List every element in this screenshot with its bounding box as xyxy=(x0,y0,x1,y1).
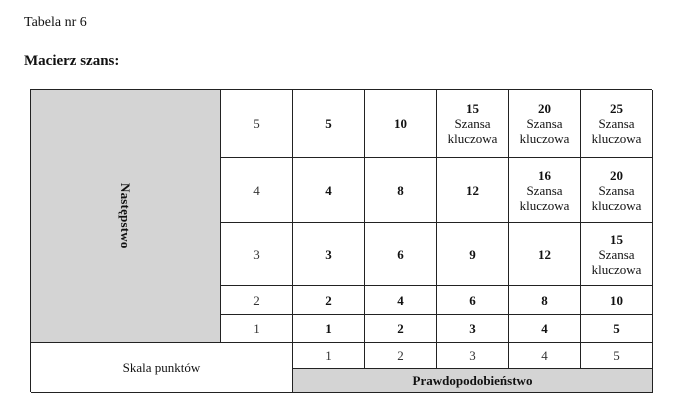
matrix-cell xyxy=(581,90,653,158)
matrix-cell xyxy=(293,315,365,343)
matrix-cell xyxy=(581,158,653,223)
cell-value: 10 xyxy=(610,292,623,308)
matrix-cell xyxy=(581,286,653,315)
key-opportunity-label: Szansa xyxy=(526,182,563,198)
section-heading: Macierz szans: xyxy=(24,53,120,69)
matrix-cell xyxy=(509,90,581,158)
matrix-cell xyxy=(293,223,365,286)
column-scale-value: 2 xyxy=(365,343,437,369)
opportunity-matrix xyxy=(30,89,652,392)
cell-value: 2 xyxy=(325,292,332,308)
matrix-cell xyxy=(293,90,365,158)
row-score: 2 xyxy=(221,286,293,315)
vertical-axis-label: Następstwo xyxy=(118,183,133,249)
cell-value: 6 xyxy=(397,246,404,262)
key-opportunity-label: kluczowa xyxy=(519,197,570,213)
cell-value: 10 xyxy=(394,116,407,131)
matrix-cell xyxy=(365,315,437,343)
cell-value: 8 xyxy=(397,182,404,198)
matrix-cell xyxy=(365,286,437,315)
cell-value: 16 xyxy=(538,167,551,183)
row-score: 5 xyxy=(221,90,293,158)
key-opportunity-label: Szansa xyxy=(454,116,491,131)
horizontal-axis-label: Prawdopodobieństwo xyxy=(293,369,653,393)
matrix-cell xyxy=(437,223,509,286)
matrix-cell xyxy=(581,223,653,286)
row-score: 1 xyxy=(221,315,293,343)
cell-value: 2 xyxy=(397,321,404,336)
key-opportunity-label: kluczowa xyxy=(519,131,570,146)
row-score: 3 xyxy=(221,223,293,286)
cell-value: 8 xyxy=(541,292,548,308)
cell-value: 3 xyxy=(325,246,332,262)
column-scale-value: 3 xyxy=(437,343,509,369)
matrix-cell xyxy=(581,315,653,343)
matrix-cell xyxy=(509,286,581,315)
matrix-cell xyxy=(509,223,581,286)
key-opportunity-label: kluczowa xyxy=(591,131,642,146)
cell-value: 4 xyxy=(397,292,404,308)
cell-value: 25 xyxy=(610,101,623,116)
key-opportunity-label: Szansa xyxy=(526,116,563,131)
cell-value: 3 xyxy=(469,321,476,336)
column-scale-value: 5 xyxy=(581,343,653,369)
matrix-cell xyxy=(437,286,509,315)
matrix-cell xyxy=(437,315,509,343)
matrix-cell xyxy=(509,158,581,223)
vertical-axis-label-cell xyxy=(31,90,221,343)
key-opportunity-label: Szansa xyxy=(598,182,635,198)
cell-value: 15 xyxy=(610,231,623,247)
cell-value: 4 xyxy=(325,182,332,198)
cell-value: 1 xyxy=(325,321,332,336)
key-opportunity-label: Szansa xyxy=(598,116,635,131)
key-opportunity-label: Szansa xyxy=(598,246,635,262)
cell-value: 5 xyxy=(613,321,620,336)
matrix-cell xyxy=(365,158,437,223)
matrix-cell xyxy=(437,158,509,223)
matrix-cell xyxy=(365,90,437,158)
matrix-cell xyxy=(365,223,437,286)
column-scale-value: 4 xyxy=(509,343,581,369)
matrix-cell xyxy=(293,158,365,223)
matrix-cell xyxy=(293,286,365,315)
column-scale-value: 1 xyxy=(293,343,365,369)
table-caption: Tabela nr 6 xyxy=(24,15,87,30)
cell-value: 12 xyxy=(538,246,551,262)
cell-value: 4 xyxy=(541,321,548,336)
cell-value: 20 xyxy=(610,167,623,183)
cell-value: 15 xyxy=(466,101,479,116)
cell-value: 5 xyxy=(325,116,332,131)
matrix-cell xyxy=(509,315,581,343)
cell-value: 9 xyxy=(469,246,476,262)
cell-value: 12 xyxy=(466,182,479,198)
row-score: 4 xyxy=(221,158,293,223)
cell-value: 20 xyxy=(538,101,551,116)
cell-value: 6 xyxy=(469,292,476,308)
key-opportunity-label: kluczowa xyxy=(591,197,642,213)
key-opportunity-label: kluczowa xyxy=(447,131,498,146)
key-opportunity-label: kluczowa xyxy=(591,261,642,277)
matrix-cell xyxy=(437,90,509,158)
scale-label: Skala punktów xyxy=(31,343,293,393)
